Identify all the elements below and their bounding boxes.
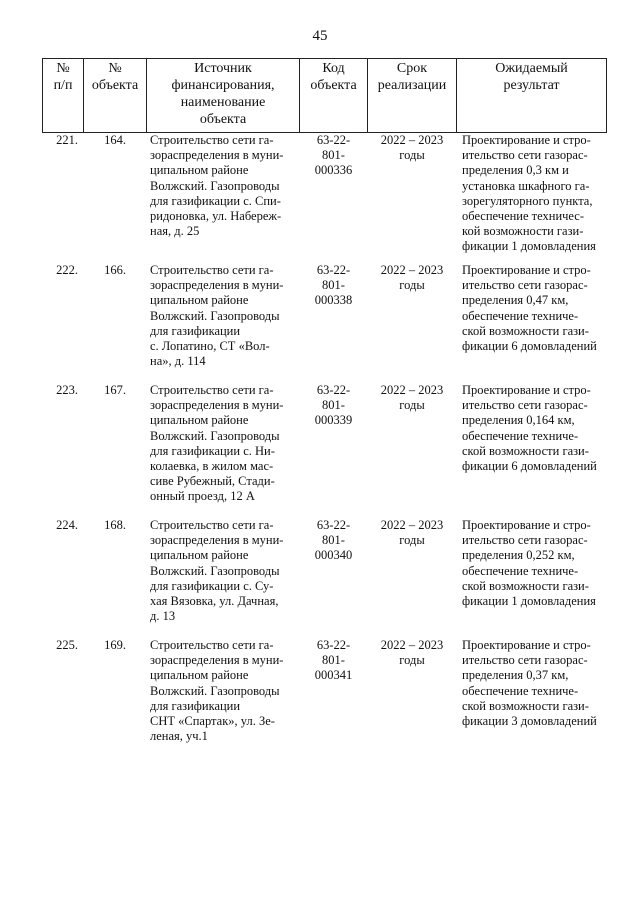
row-number: 225. — [56, 638, 78, 652]
financing-table — [42, 58, 607, 744]
table-header — [42, 58, 607, 133]
row-object-number: 164. — [104, 133, 126, 147]
row-code: 63-22- 801- 000340 — [314, 518, 353, 563]
row-result: Проектирование и стро- ительство сети газорас- пределения 0,3 км и установка шкафного га- зорегуляторного пункта, обеспечение техничес- кой возможности гази- фикации 1 домовладения — [462, 133, 596, 254]
row-term: 2022 – 2023 годы — [380, 638, 444, 668]
row-code: 63-22- 801- 000338 — [314, 263, 353, 308]
row-object-number: 166. — [104, 263, 126, 277]
row-source: Строительство сети га- зораспределения в муни- ципальном районе Волжский. Газопроводы для газификации с. Лопатино, СТ «Вол- на», д. 114 — [150, 263, 284, 369]
row-source: Строительство сети га- зораспределения в муни- ципальном районе Волжский. Газопроводы для газификации с. Су- хая Вязовка, ул. Дачная, д. 13 — [150, 518, 284, 624]
row-source: Строительство сети га- зораспределения в муни- ципальном районе Волжский. Газопроводы для газификации СНТ «Спартак», ул. Зе- леная, уч.1 — [150, 638, 284, 744]
row-term: 2022 – 2023 годы — [380, 133, 444, 163]
row-number: 223. — [56, 383, 78, 397]
row-number: 224. — [56, 518, 78, 532]
header-object-number: № объекта — [91, 61, 139, 93]
row-code: 63-22- 801- 000341 — [314, 638, 353, 683]
row-number: 222. — [56, 263, 78, 277]
header-source: Источник финансирования, наименование объекта — [171, 61, 275, 127]
row-object-number: 168. — [104, 518, 126, 532]
row-number: 221. — [56, 133, 78, 147]
header-term: Срок реализации — [377, 61, 447, 93]
row-result: Проектирование и стро- ительство сети газорас- пределения 0,37 км, обеспечение техниче- ской возможности гази- фикации 3 домовладений — [462, 638, 597, 729]
column-divider — [606, 59, 607, 132]
row-source: Строительство сети га- зораспределения в муни- ципальном районе Волжский. Газопроводы для газификации с. Ни- колаевка, в жилом мас- сиве Рубежный, Стади- онный проезд, 12 А — [150, 383, 284, 504]
row-object-number: 169. — [104, 638, 126, 652]
header-num: № п/п — [53, 61, 73, 93]
row-result: Проектирование и стро- ительство сети газорас- пределения 0,47 км, обеспечение техниче- ской возможности гази- фикации 6 домовладений — [462, 263, 597, 354]
row-object-number: 167. — [104, 383, 126, 397]
row-term: 2022 – 2023 годы — [380, 518, 444, 548]
row-term: 2022 – 2023 годы — [380, 263, 444, 293]
row-code: 63-22- 801- 000336 — [314, 133, 353, 178]
row-source: Строительство сети га- зораспределения в муни- ципальном районе Волжский. Газопроводы для газификации с. Спи- ридоновка, ул. Набереж- ная, д. 25 — [150, 133, 284, 239]
row-code: 63-22- 801- 000339 — [314, 383, 353, 428]
row-result: Проектирование и стро- ительство сети газорас- пределения 0,164 км, обеспечение техниче- ской возможности гази- фикации 6 домовладений — [462, 383, 597, 474]
row-result: Проектирование и стро- ительство сети газорас- пределения 0,252 км, обеспечение техниче- ской возможности гази- фикации 1 домовладения — [462, 518, 596, 609]
header-code: Код объекта — [310, 61, 357, 93]
header-result: Ожидаемый результат — [495, 61, 568, 93]
row-term: 2022 – 2023 годы — [380, 383, 444, 413]
page-number: 45 — [312, 28, 328, 44]
